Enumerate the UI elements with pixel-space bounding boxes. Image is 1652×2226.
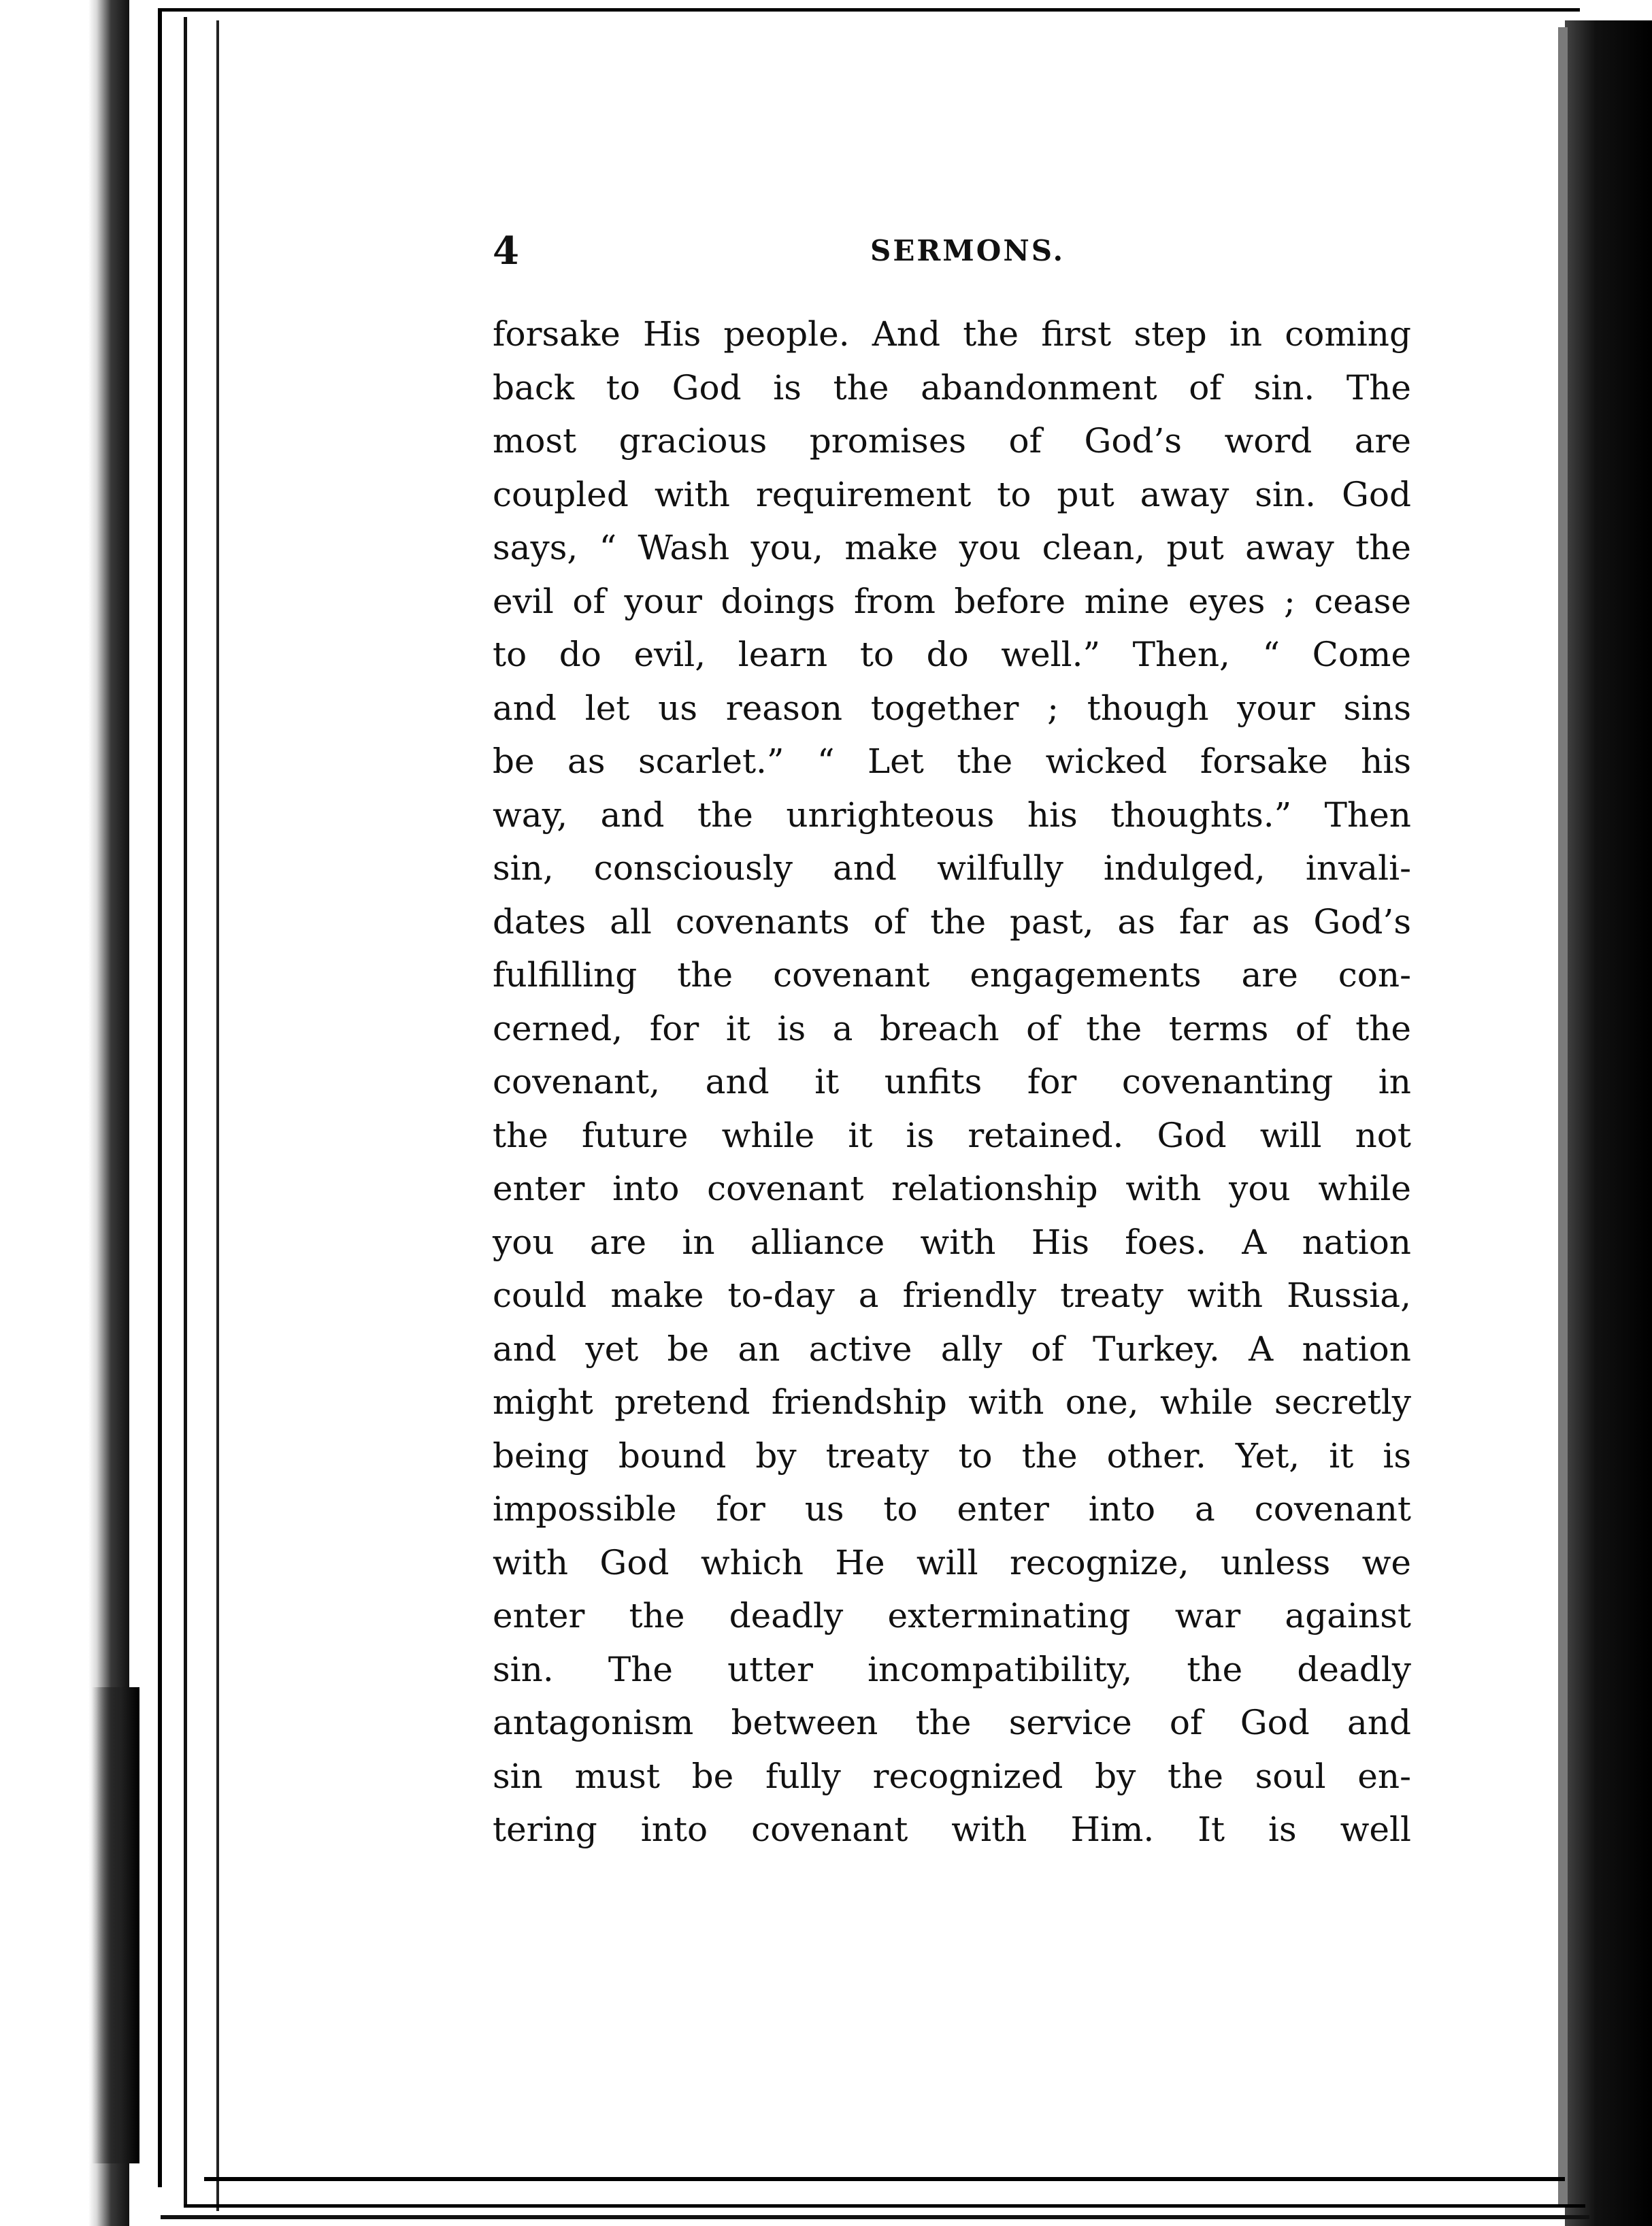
text-line: most gracious promises of God’s word are (493, 421, 1411, 461)
text-line: forsake His people. And the first step in coming (493, 314, 1411, 354)
page-border-bottom-outer (161, 2215, 1589, 2219)
page-border-bottom-middle (184, 2204, 1585, 2208)
page-border-bottom-inner (204, 2177, 1565, 2181)
text-line: the future while it is retained. God will not (493, 1115, 1411, 1155)
text-line: and let us reason together ; though your sins (493, 688, 1411, 728)
text-line: antagonism between the service of God and (493, 1703, 1411, 1742)
book-binding-right-inner (1558, 27, 1568, 2204)
text-line: cerned, for it is a breach of the terms of the (493, 1008, 1411, 1048)
text-line: enter into covenant relationship with you while (493, 1169, 1411, 1208)
text-line: fulfilling the covenant engagements are con- (493, 955, 1411, 995)
text-line: be as scarlet.” “ Let the wicked forsake his (493, 742, 1411, 781)
text-line: says, “ Wash you, make you clean, put away the (493, 528, 1411, 567)
text-line: coupled with requirement to put away sin. God (493, 474, 1411, 514)
text-line: sin must be fully recognized by the soul en- (493, 1756, 1411, 1796)
text-line: might pretend friendship with one, while secretly (493, 1382, 1411, 1422)
text-line: back to God is the abandonment of sin. The (493, 367, 1411, 408)
text-line: evil of your doings from before mine eyes ; cease (493, 581, 1411, 621)
page-border-top (158, 8, 1580, 12)
text-line: you are in alliance with His foes. A nation (493, 1222, 1411, 1262)
text-line: sin, consciously and wilfully indulged, invali- (493, 848, 1411, 888)
text-line: being bound by treaty to the other. Yet, it is (493, 1435, 1411, 1476)
text-line: dates all covenants of the past, as far as God’s (493, 901, 1411, 942)
body-text (493, 308, 1411, 1857)
text-line: impossible for us to enter into a covenant (493, 1489, 1411, 1529)
text-line: enter the deadly exterminating war against (493, 1596, 1411, 1635)
running-head (493, 229, 1411, 276)
text-line: tering into covenant with Him. It is well (493, 1810, 1411, 1849)
text-line: to do evil, learn to do well.” Then, “ Come (493, 635, 1411, 674)
page-border-left-inner (216, 20, 219, 2211)
text-line: sin. The utter incompatibility, the deadly (493, 1649, 1411, 1689)
text-line: way, and the unrighteous his thoughts.” Then (493, 795, 1411, 835)
page-number: 4 (493, 229, 519, 273)
book-edge-shadow (92, 1687, 139, 2163)
page-border-left-outer (158, 10, 162, 2187)
text-line: with God which He will recognize, unless we (493, 1542, 1411, 1582)
text-line: and yet be an active ally of Turkey. A nation (493, 1329, 1411, 1369)
running-title: SERMONS. (870, 234, 1065, 267)
text-line: covenant, and it unfits for covenanting in (493, 1062, 1411, 1101)
book-binding-right (1565, 20, 1652, 2226)
page-border-left-middle (184, 17, 187, 2208)
text-line: could make to-day a friendly treaty with Russia, (493, 1276, 1411, 1315)
